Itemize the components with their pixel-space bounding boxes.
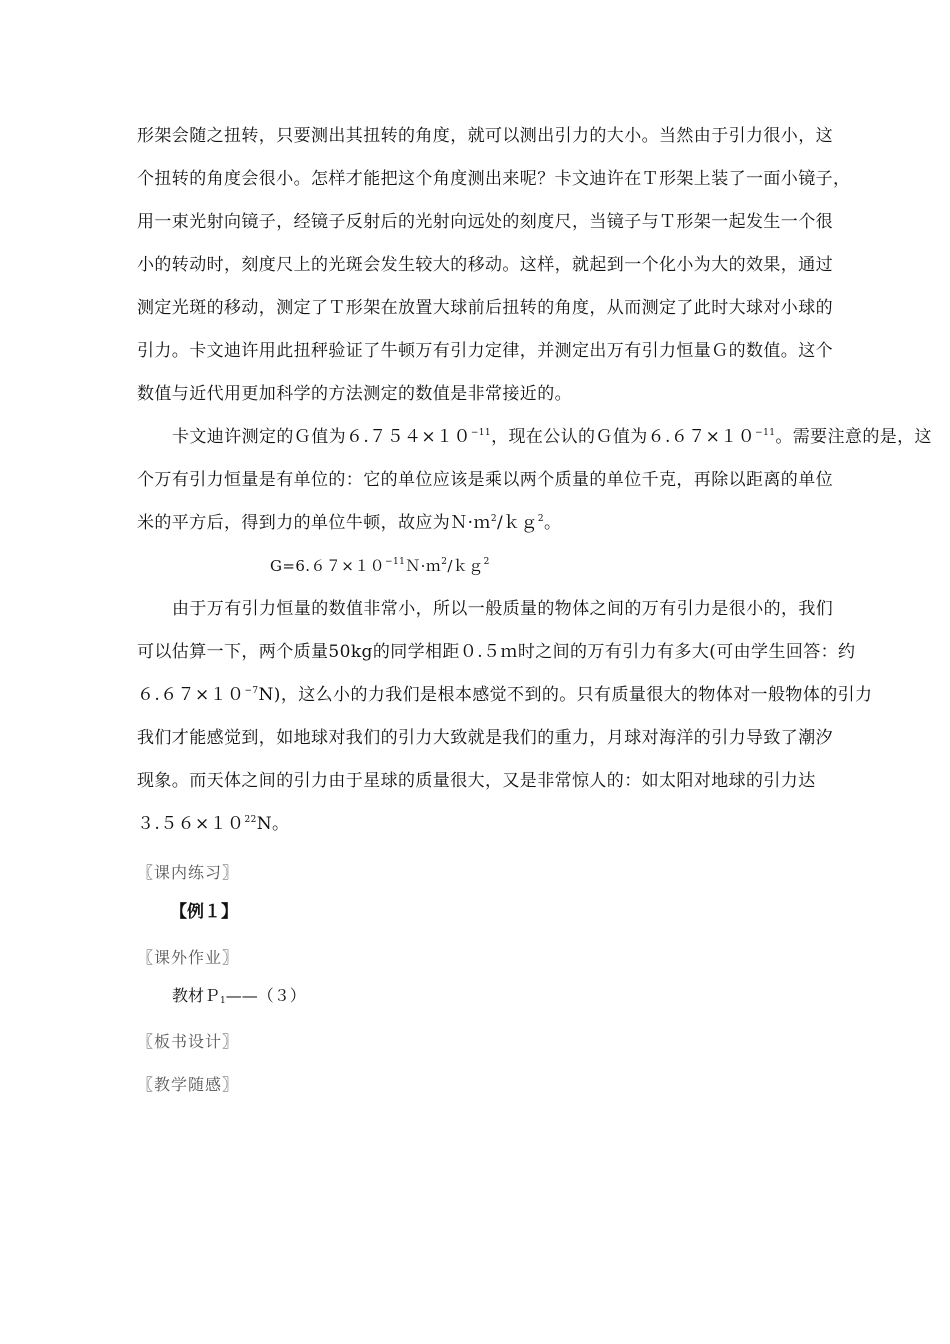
text-span: /ｋｇ bbox=[447, 557, 484, 575]
text-span: N)，这么小的力我们是根本感觉不到的。只有质量很大的物体对一般物体的引力 bbox=[258, 685, 873, 705]
exponent: −11 bbox=[755, 428, 776, 438]
text-span: 。 bbox=[544, 513, 562, 533]
paragraph-1-line-1: 形架会随之扭转，只要测出其扭转的角度，就可以测出引力的大小。当然由于引力很小，这 bbox=[137, 126, 833, 146]
text-span: N。 bbox=[256, 814, 290, 834]
exponent: 22 bbox=[244, 815, 257, 825]
gravitational-constant-formula bbox=[270, 554, 570, 578]
example-1-label: 【例１】 bbox=[170, 902, 238, 922]
board-design-heading: 〖板书设计〗 bbox=[137, 1032, 240, 1051]
exponent: −7 bbox=[244, 686, 259, 696]
exponent: 2 bbox=[483, 557, 490, 567]
text-span: 。需要注意的是，这 bbox=[775, 427, 932, 447]
paragraph-3-line-3 bbox=[137, 683, 873, 707]
paragraph-2-line-3 bbox=[137, 511, 827, 535]
text-span: 卡文迪许测定的Ｇ值为６.７５４×１０ bbox=[172, 427, 471, 447]
homework-item bbox=[172, 984, 306, 1008]
classroom-practice-heading: 〖课内练习〗 bbox=[137, 863, 240, 882]
text-span: 教材Ｐ bbox=[172, 986, 221, 1005]
text-span: /ｋｇ bbox=[496, 513, 538, 533]
paragraph-1-line-6: 引力。卡文迪许用此扭秤验证了牛顿万有引力定律，并测定出万有引力恒量Ｇ的数值。这个 bbox=[137, 341, 833, 361]
text-span: ６.６７×１０ bbox=[137, 685, 245, 705]
paragraph-3-line-5: 现象。而天体之间的引力由于星球的质量很大，又是非常惊人的：如太阳对地球的引力达 bbox=[137, 771, 816, 791]
subscript: 1 bbox=[220, 996, 226, 1006]
paragraph-2-line-1 bbox=[172, 425, 932, 449]
exponent: −11 bbox=[470, 428, 492, 438]
paragraph-2-line-2: 个万有引力恒量是有单位的：它的单位应该是乘以两个质量的单位千克，再除以距离的单位 bbox=[137, 470, 833, 490]
exponent: −11 bbox=[385, 557, 406, 567]
text-span: 米的平方后，得到力的单位牛顿，故应为Ｎ·ｍ bbox=[137, 513, 491, 533]
text-span: G=6.６７×１０ bbox=[270, 557, 386, 575]
paragraph-1-line-4: 小的转动时，刻度尺上的光斑会发生较大的移动。这样，就起到一个化小为大的效果，通过 bbox=[137, 255, 833, 275]
paragraph-3-line-4: 我们才能感觉到，如地球对我们的引力大致就是我们的重力，月球对海洋的引力导致了潮汐 bbox=[137, 728, 833, 748]
paragraph-3-line-2: 可以估算一下，两个质量50kg的同学相距０.５ｍ时之间的万有引力有多大(可由学生回答：约 bbox=[137, 642, 856, 662]
exponent: 2 bbox=[490, 514, 497, 524]
text-span: ３.５６×１０ bbox=[137, 814, 245, 834]
teaching-notes-heading: 〖教学随感〗 bbox=[137, 1075, 240, 1094]
paragraph-1-line-3: 用一束光射向镜子，经镜子反射后的光射向远处的刻度尺，当镜子与Ｔ形架一起发生一个很 bbox=[137, 212, 833, 232]
paragraph-1-line-7: 数值与近代用更加科学的方法测定的数值是非常接近的。 bbox=[137, 384, 572, 404]
exponent: 2 bbox=[537, 514, 545, 524]
homework-heading: 〖课外作业〗 bbox=[137, 948, 240, 967]
paragraph-3-line-1: 由于万有引力恒量的数值非常小，所以一般质量的物体之间的万有引力是很小的，我们 bbox=[172, 599, 834, 619]
text-span: ——（３） bbox=[225, 986, 306, 1005]
paragraph-1-line-2: 个扭转的角度会很小。怎样才能把这个角度测出来呢？卡文迪许在Ｔ形架上装了一面小镜子， bbox=[137, 169, 851, 189]
exponent: 2 bbox=[441, 557, 448, 567]
paragraph-1-line-5: 测定光斑的移动，测定了Ｔ形架在放置大球前后扭转的角度，从而测定了此时大球对小球的 bbox=[137, 298, 833, 318]
paragraph-3-line-6 bbox=[137, 812, 827, 836]
text-span: ，现在公认的Ｇ值为６.６７×１０ bbox=[491, 427, 756, 447]
text-span: Ｎ·ｍ bbox=[405, 557, 442, 575]
